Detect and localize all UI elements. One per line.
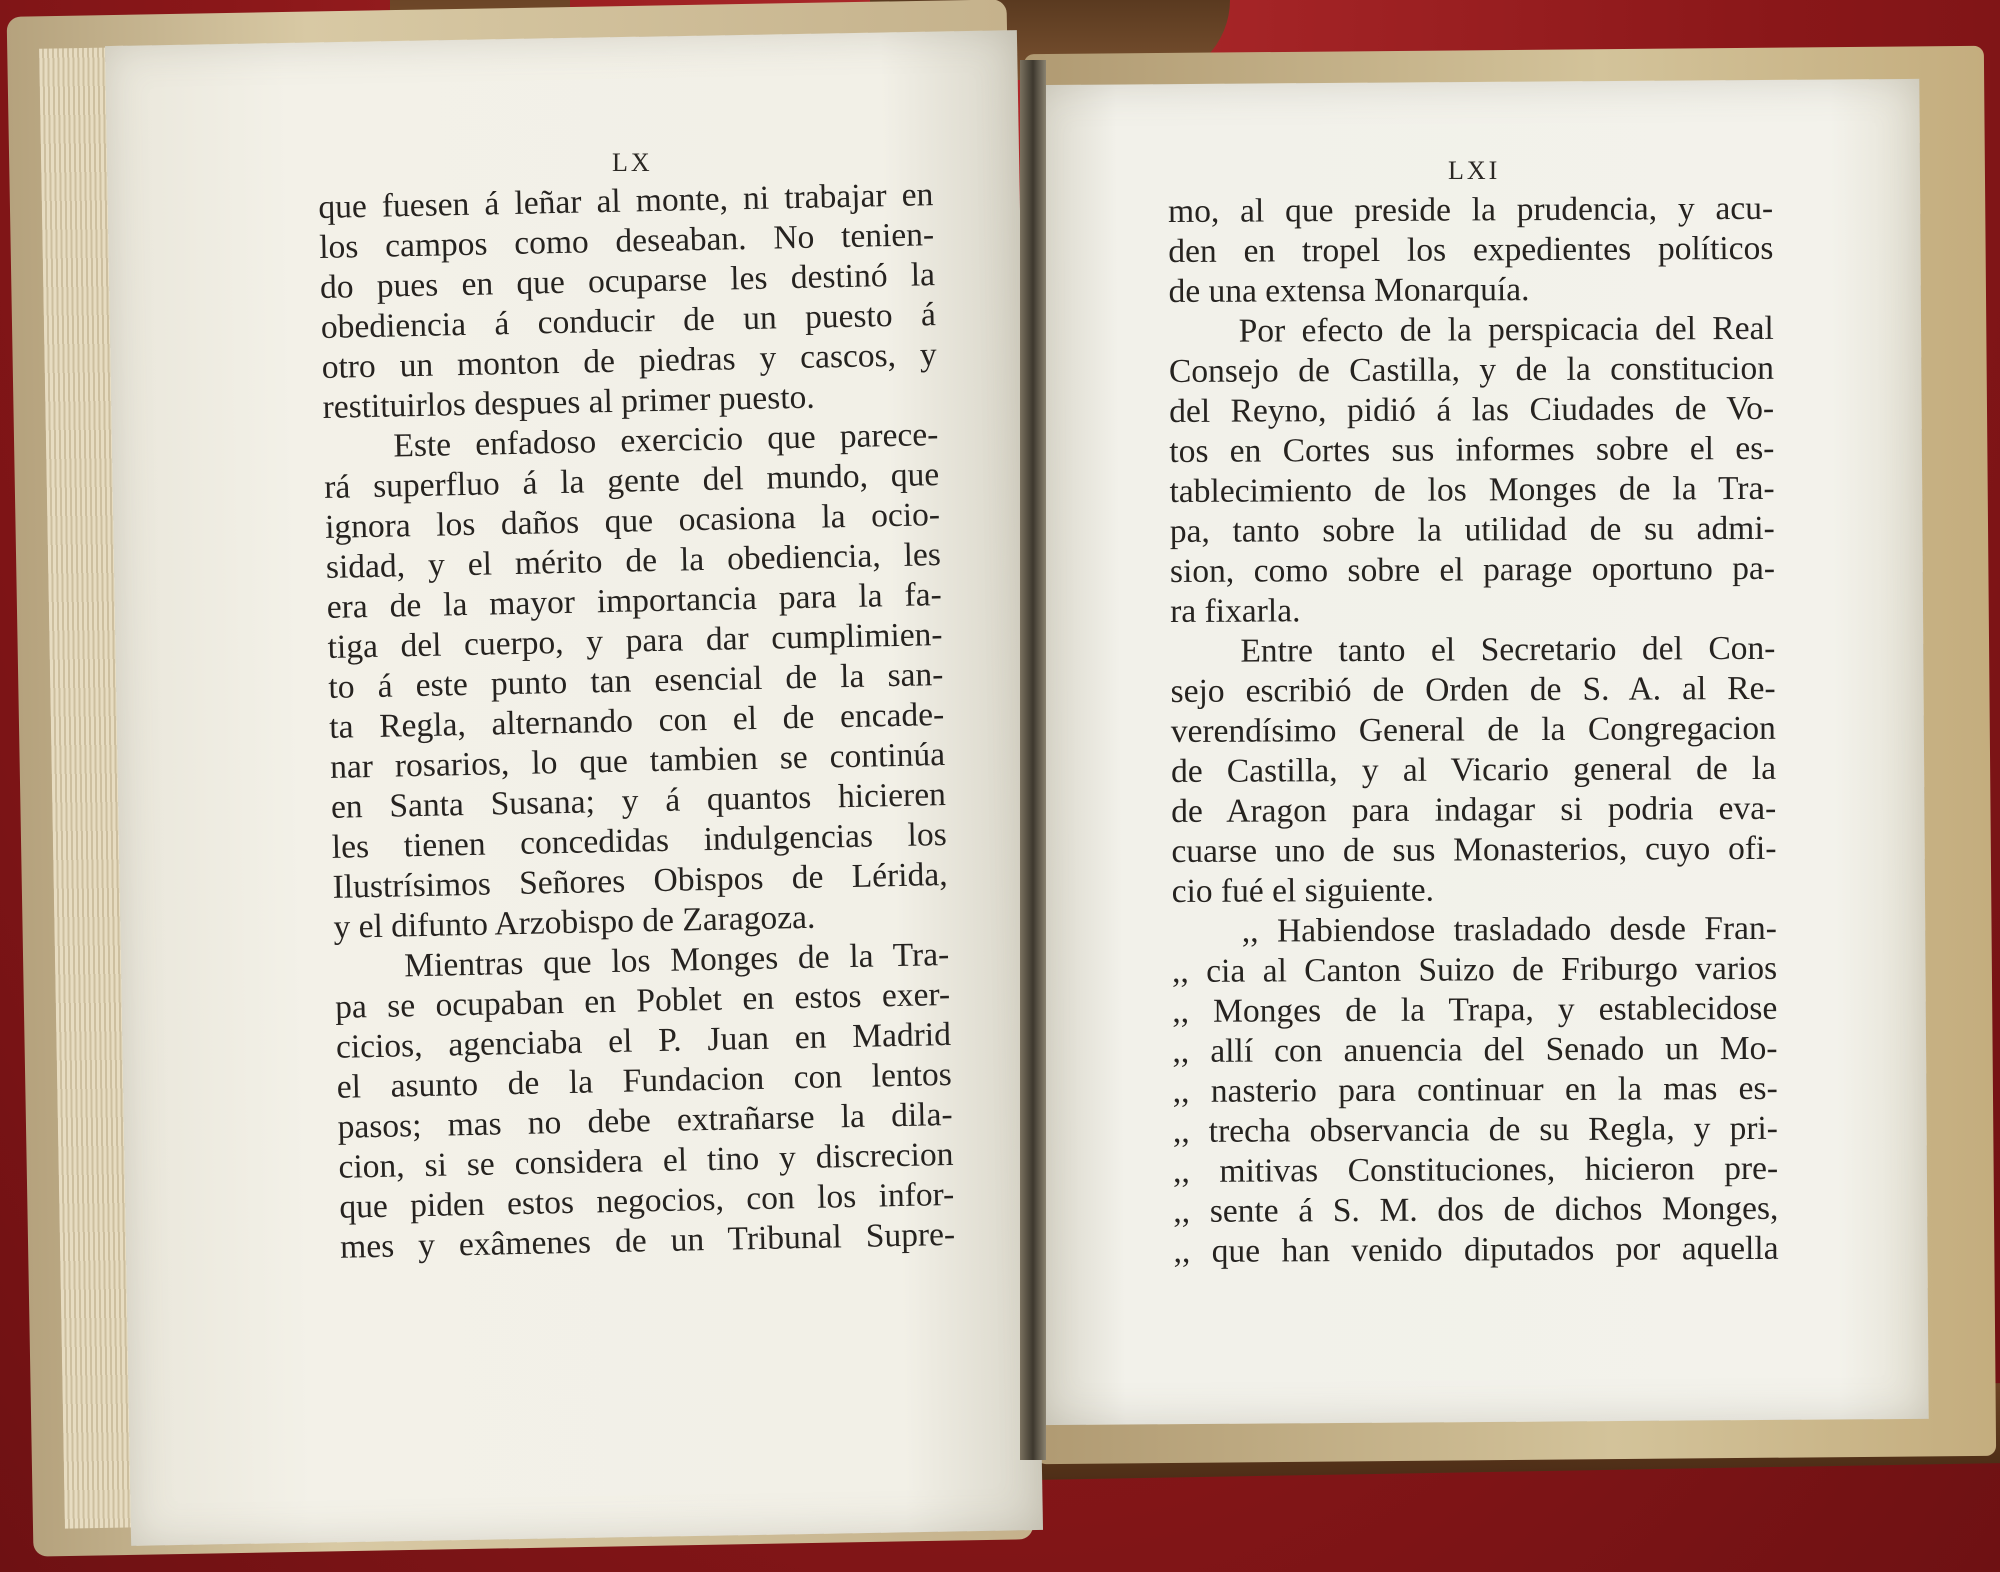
text-line: obediencia á conducir de un puesto á <box>320 296 937 346</box>
text-line: tos en Cortes sus informes sobre el es- <box>1169 429 1775 470</box>
text-line: ignora los daños que ocasiona la ocio- <box>324 496 941 546</box>
text-line: ,, nasterio para continuar en la mas es- <box>1172 1069 1778 1110</box>
text-line: verendísimo General de la Congregacion <box>1170 709 1776 750</box>
left-page-text <box>318 175 955 1268</box>
text-line: otro un monton de piedras y cascos, y <box>321 336 938 386</box>
text-line: ra fixarla. <box>1170 592 1301 630</box>
text-line: en Santa Susana; y á quantos hicieren <box>330 775 947 826</box>
text-line: ,, Habiendose trasladado desde Fran- <box>1241 909 1777 950</box>
left-page-folio: LX <box>612 148 653 177</box>
text-line: Por efecto de la perspicacia del Real <box>1238 309 1774 350</box>
text-line: ,, sente á S. M. dos de dichos Monges, <box>1173 1189 1779 1230</box>
text-line: de Aragon para indagar si podria eva- <box>1171 789 1777 830</box>
text-line: del Reyno, pidió á las Ciudades de Vo- <box>1169 389 1775 430</box>
text-line: sion, como sobre el parage oportuno pa- <box>1169 549 1776 590</box>
text-line: cicios, agenciaba el P. Juan en Madrid <box>335 1015 952 1066</box>
text-line: tiga del cuerpo, y para dar cumplimien- <box>327 616 943 666</box>
text-line: sidad, y el mérito de la obediencia, les <box>325 536 942 586</box>
text-line: los campos como deseaban. No tenien- <box>318 216 935 266</box>
text-line: cio fué el siguiente. <box>1171 871 1435 910</box>
text-line: cion, si se considera el tino y discrecion <box>338 1135 954 1186</box>
text-line: tablecimiento de los Monges de la Tra- <box>1169 469 1775 510</box>
text-line: pasos; mas no debe extrañarse la dila- <box>337 1095 953 1146</box>
right-page-text <box>1168 189 1779 1272</box>
text-line: ,, que han venido diputados por aquella <box>1173 1229 1779 1270</box>
text-line: Este enfadoso exercicio que parece- <box>393 416 939 465</box>
text-line: nar rosarios, lo que tambien se continúa <box>329 735 946 786</box>
text-line: Consejo de Castilla, y de la constitucion <box>1168 349 1775 390</box>
text-line: Ilustrísimos Señores Obispos de Lérida, <box>332 855 948 906</box>
text-line: Entre tanto el Secretario del Con- <box>1240 629 1776 670</box>
text-line: de una extensa Monarquía. <box>1168 271 1530 310</box>
text-line: sejo escribió de Orden de S. A. al Re- <box>1170 669 1776 710</box>
text-line: y el difunto Arzobispo de Zaragoza. <box>333 898 816 946</box>
right-page-folio: LXI <box>1448 156 1501 185</box>
text-line: era de la mayor importancia para la fa- <box>326 576 943 626</box>
text-line: que fuesen á leñar al monte, ni trabajar en <box>318 176 934 226</box>
text-line: de Castilla, y al Vicario general de la <box>1170 749 1777 790</box>
text-line: mo, al que preside la prudencia, y acu- <box>1168 189 1774 230</box>
text-line: pa se ocupaban en Poblet en estos exer- <box>334 975 951 1026</box>
text-line: mes y exâmenes de un Tribunal Supre- <box>339 1215 956 1266</box>
text-line: do pues en que ocuparse les destinó la <box>319 256 936 306</box>
text-line: les tienen concedidas indulgencias los <box>331 815 948 866</box>
text-line: ,, Monges de la Trapa, y establecidose <box>1172 989 1778 1030</box>
text-line: ,, mitivas Constituciones, hicieron pre- <box>1173 1149 1779 1190</box>
text-line: Mientras que los Monges de la Tra- <box>403 935 950 985</box>
text-line: restituirlos despues al primer puesto. <box>322 378 816 426</box>
text-line: rá superfluo á la gente del mundo, que <box>323 456 940 506</box>
text-line: ta Regla, alternando con el de encade- <box>328 696 945 746</box>
text-line: den en tropel los expedientes políticos <box>1168 229 1774 270</box>
text-line: el asunto de la Fundacion con lentos <box>336 1055 953 1106</box>
text-line: ,, cia al Canton Suizo de Friburgo varios <box>1171 949 1778 990</box>
text-line: pa, tanto sobre la utilidad de su admi- <box>1169 509 1775 550</box>
text-line: to á este punto tan esencial de la san- <box>328 656 944 706</box>
text-line: cuarse uno de sus Monasterios, cuyo ofi- <box>1171 829 1777 870</box>
text-line: ,, allí con anuencia del Senado un Mo- <box>1172 1029 1778 1070</box>
book-gutter <box>1020 60 1046 1460</box>
text-line: que piden estos negocios, con los infor- <box>338 1175 955 1226</box>
text-line: ,, trecha observancia de su Regla, y pri- <box>1172 1109 1779 1150</box>
